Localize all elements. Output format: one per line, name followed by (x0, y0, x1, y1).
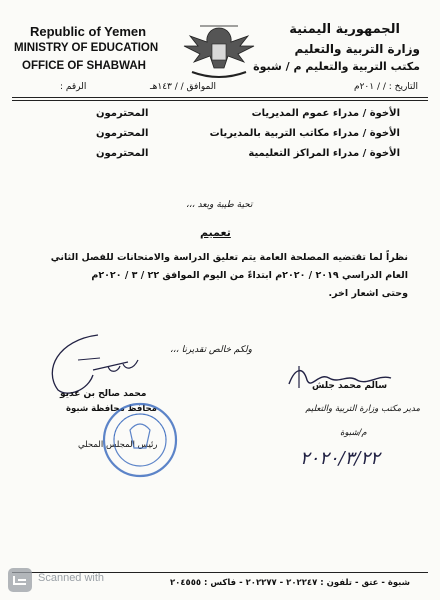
scanner-logo (8, 568, 32, 592)
recipient-1: الأخوة / مدراء عموم المديريات (251, 108, 400, 119)
left-signatory-name: محمد صالح بن عديو (60, 389, 147, 399)
left-signatory-subtitle: رئيس المجلس المحلي (78, 440, 158, 450)
header-divider (12, 97, 428, 98)
recipient-3: الأخوة / مدراء المراكز التعليمية (248, 148, 400, 159)
right-signatory-title: مدير مكتب وزارة التربية والتعليم (305, 404, 420, 414)
handwritten-date: ٢٠٢٠/٣/٢٢ (300, 448, 380, 469)
recipient-2-honor: المحترمون (96, 128, 149, 139)
body-line-1: نظراً لما تقتضيه المصلحة العامة يتم تعليق الدراسة والامتحانات للفصل الثاني (50, 252, 408, 263)
subject-title: تعميم (200, 226, 231, 239)
corresponding-date-label: الموافق / / ١٤٣هـ (150, 82, 216, 92)
date-label: التاريخ : / / ٢٠١م (354, 82, 418, 92)
right-signatory-subtitle: م/شبوة (340, 428, 367, 438)
yemen-eagle-emblem (180, 22, 258, 84)
header-ministry: MINISTRY OF EDUCATION (14, 42, 159, 54)
recipient-2: الأخوة / مدراء مكاتب التربية بالمديريات (209, 128, 400, 139)
header-office-ar: مكتب التربية والتعليم م / شبوة (253, 60, 420, 73)
body-line-3: وحتى اشعار اخر. (328, 288, 408, 299)
scanner-watermark: Scanned with (38, 572, 105, 584)
recipient-3-honor: المحترمون (96, 148, 149, 159)
greeting: تحية طيبة وبعد ،،، (186, 200, 253, 210)
header-ministry-ar: وزارة التربية والتعليم (294, 42, 420, 56)
footer-contact: شبوة - عتق - تلفون : ٢٠٢٢٤٧ - ٢٠٢٢٧٧ - فاكس : ٢٠٤٥٥٥ (169, 578, 410, 588)
header-country: Republic of Yemen (30, 24, 147, 39)
header-office: OFFICE OF SHABWAH (22, 60, 146, 72)
ref-label: الرقم : (60, 82, 87, 92)
header-republic-ar: الجمهورية اليمنية (289, 22, 400, 37)
right-signatory-name: سالم محمد جلش (312, 381, 388, 391)
closing-line: ولكم خالص تقديرنا ،،، (170, 345, 252, 355)
header-divider-thin (12, 100, 428, 101)
left-signatory-title: محافظ محافظة شبوة (66, 404, 157, 414)
recipient-1-honor: المحترمون (96, 108, 149, 119)
body-line-2: العام الدراسي ٢٠١٩ / ٢٠٢٠م ابتداءً من اليوم الموافق ٢٢ / ٣ / ٢٠٢٠م (91, 270, 408, 281)
official-stamp (100, 400, 180, 480)
